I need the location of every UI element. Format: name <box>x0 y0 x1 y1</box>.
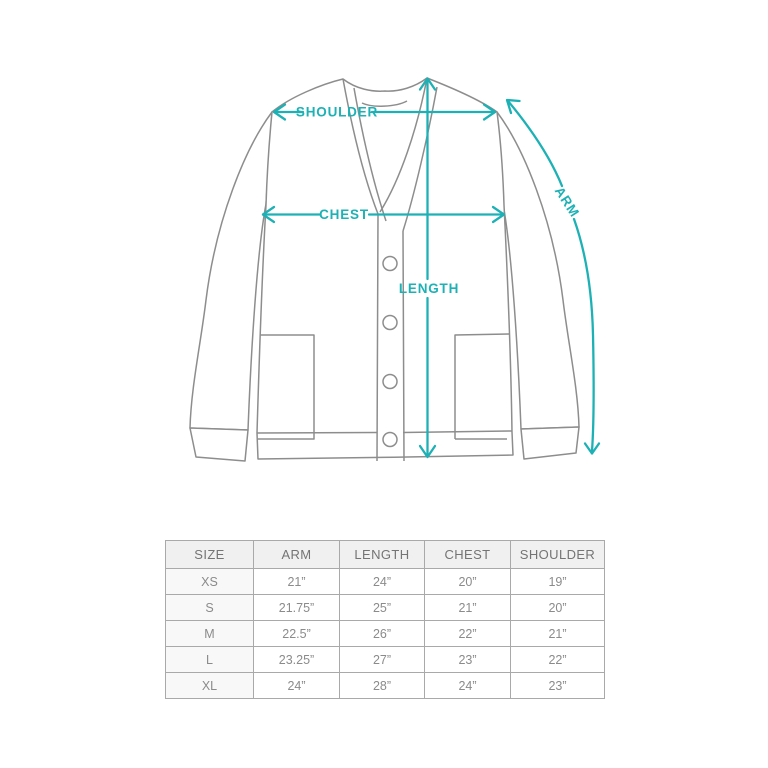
size-chart-section <box>165 540 605 699</box>
length-cell: 26” <box>340 621 425 647</box>
arm-cell: 22.5” <box>254 621 340 647</box>
table-row-s <box>166 595 605 621</box>
col-header-length: LENGTH <box>340 541 425 569</box>
col-header-size: SIZE <box>166 541 254 569</box>
col-header-arm: ARM <box>254 541 340 569</box>
size-cell: L <box>166 647 254 673</box>
size-cell: M <box>166 621 254 647</box>
length-cell: 24” <box>340 569 425 595</box>
shoulder-label: SHOULDER <box>295 104 379 120</box>
size-cell: S <box>166 595 254 621</box>
size-cell: XL <box>166 673 254 699</box>
arm-cell: 23.25” <box>254 647 340 673</box>
chest-cell: 22” <box>425 621 511 647</box>
chest-label: CHEST <box>319 207 369 222</box>
chest-cell: 24” <box>425 673 511 699</box>
table-row-l <box>166 647 605 673</box>
button-4 <box>383 433 397 447</box>
button-2 <box>383 316 397 330</box>
length-label: LENGTH <box>398 281 460 296</box>
length-cell: 28” <box>340 673 425 699</box>
length-cell: 25” <box>340 595 425 621</box>
chest-cell: 21” <box>425 595 511 621</box>
right-cuff <box>521 427 579 459</box>
shoulder-cell: 21” <box>511 621 605 647</box>
length-cell: 27” <box>340 647 425 673</box>
table-row-xs <box>166 569 605 595</box>
shoulder-cell: 19” <box>511 569 605 595</box>
arm-cell: 21” <box>254 569 340 595</box>
cardigan-drawing <box>190 78 579 461</box>
chest-cell: 20” <box>425 569 511 595</box>
shoulder-cell: 22” <box>511 647 605 673</box>
shoulder-cell: 20” <box>511 595 605 621</box>
table-row-m <box>166 621 605 647</box>
size-chart-table <box>165 540 605 699</box>
arm-cell: 24” <box>254 673 340 699</box>
button-1 <box>383 257 397 271</box>
button-3 <box>383 375 397 389</box>
col-header-chest: CHEST <box>425 541 511 569</box>
left-cuff <box>190 428 248 461</box>
arm-cell: 21.75” <box>254 595 340 621</box>
table-row-xl <box>166 673 605 699</box>
shoulder-cell: 23” <box>511 673 605 699</box>
col-header-shoulder: SHOULDER <box>511 541 605 569</box>
arm-label: ARM <box>551 184 583 220</box>
chest-cell: 23” <box>425 647 511 673</box>
table-header-row <box>166 541 605 569</box>
size-cell: XS <box>166 569 254 595</box>
